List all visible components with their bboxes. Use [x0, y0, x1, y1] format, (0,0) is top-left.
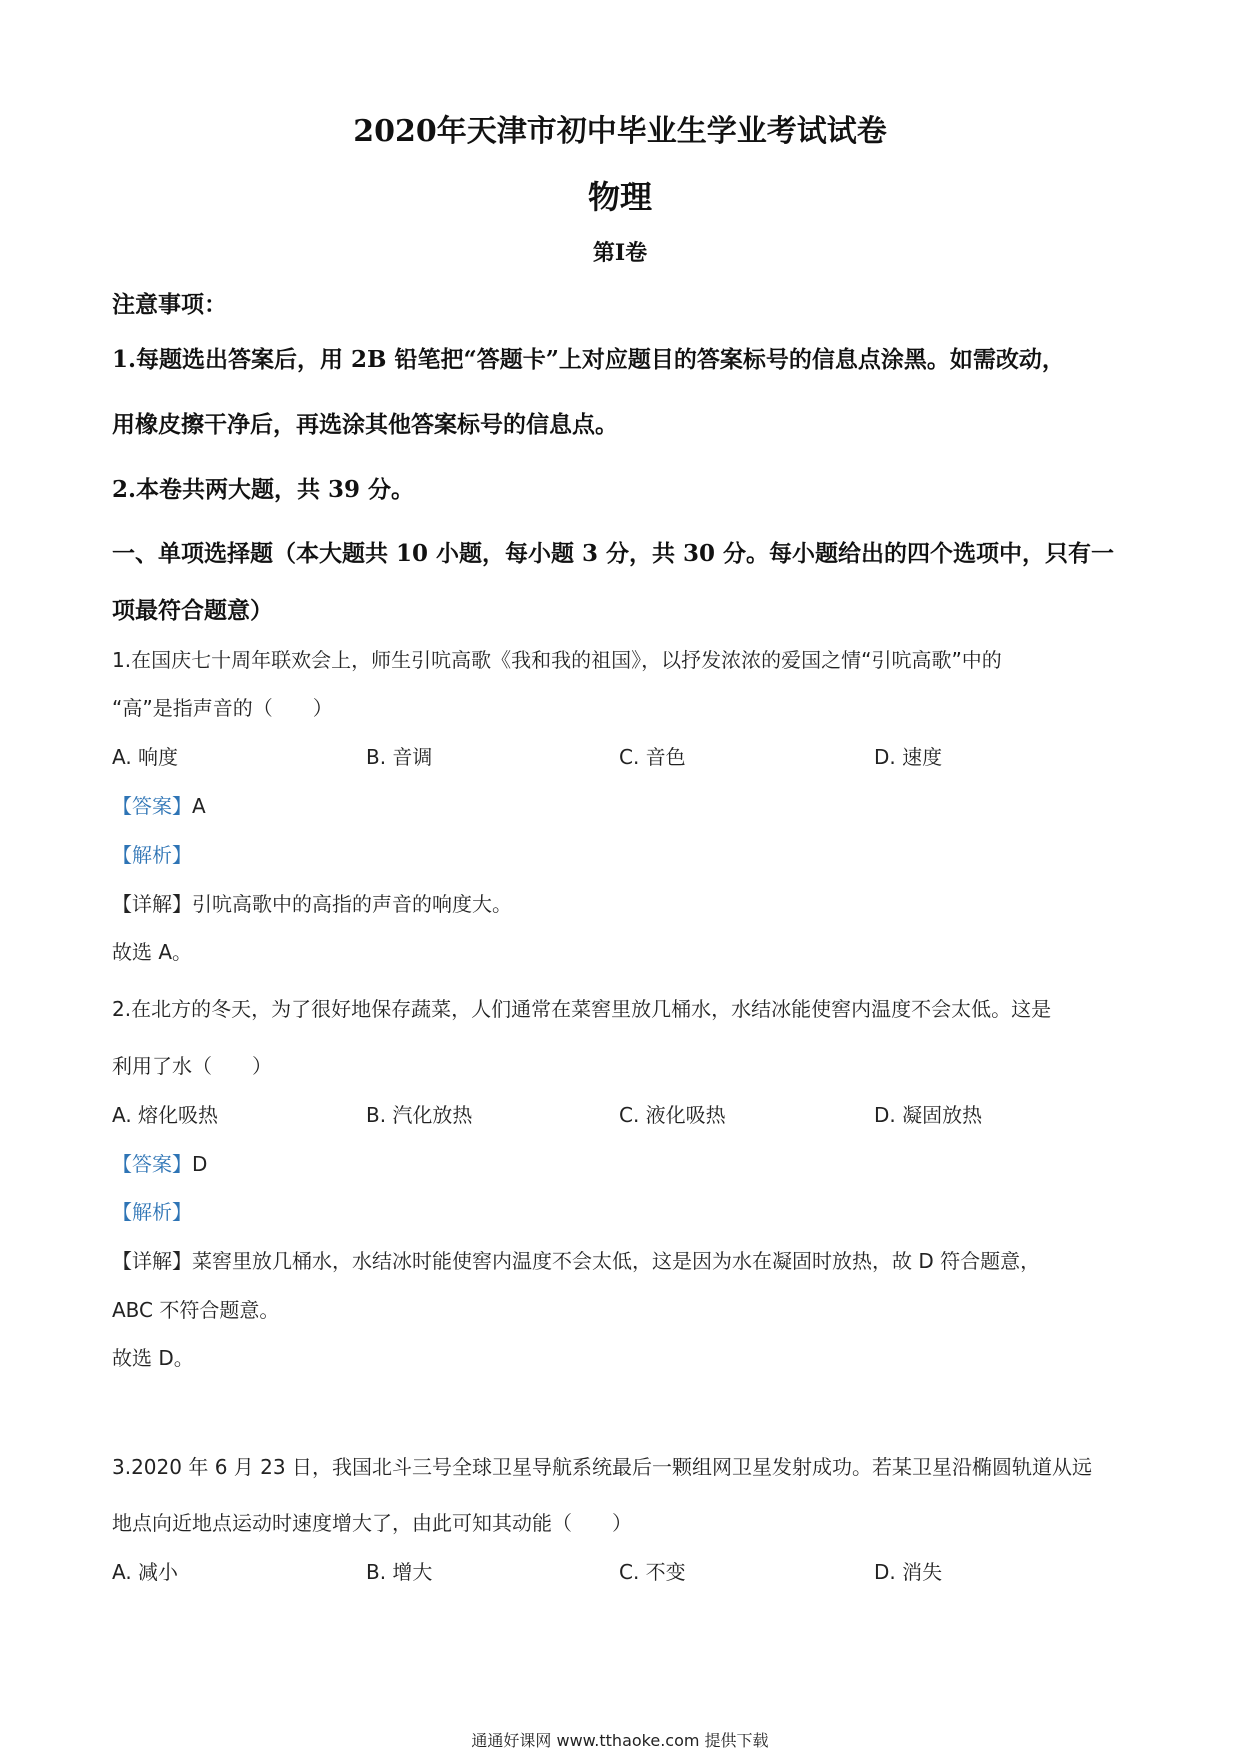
question-2-option-a: A. 熔化吸热 [112, 1103, 219, 1127]
question-1-answer [112, 790, 206, 819]
question-3-stem-line-1: 3.2020 年 6 月 23 日，我国北斗三号全球卫星导航系统最后一颗组网卫星发射成功。若某卫星沿椭圆轨道从远 [112, 1455, 1092, 1479]
question-1-option-d: D. 速度 [874, 745, 943, 769]
question-1-stem-line-1: 1.在国庆七十周年联欢会上，师生引吭高歌《我和我的祖国》，以抒发浓浓的爱国之情“引吭高歌”中的 [112, 648, 1002, 672]
question-3-stem-line-2: 地点向近地点运动时速度增大了，由此可知其动能（ ） [112, 1511, 632, 1535]
question-2-detail-line-2: ABC 不符合题意。 [112, 1298, 280, 1322]
question-1-analysis-tag: 【解析】 [112, 843, 192, 867]
question-1-option-a: A. 响度 [112, 745, 179, 769]
notes-item-1-line-1: 1.每题选出答案后，用 2B 铅笔把“答题卡”上对应题目的答案标号的信息点涂黑。如需改动， [112, 346, 1065, 373]
question-2-stem-line-1: 2.在北方的冬天，为了很好地保存蔬菜，人们通常在菜窖里放几桶水，水结冰能使窖内温度不会太低。这是 [112, 997, 1052, 1021]
subject-title: 物理 [587, 178, 652, 216]
question-2-option-c: C. 液化吸热 [619, 1103, 726, 1127]
answer-tag: 【答案】 [112, 794, 192, 818]
question-3-option-d: D. 消失 [874, 1560, 943, 1584]
question-3-option-b: B. 增大 [366, 1560, 433, 1584]
section-heading-line-1: 一、单项选择题（本大题共 10 小题，每小题 3 分，共 30 分。每小题给出的四个选项中，只有一 [112, 540, 1115, 567]
section-heading-line-2: 项最符合题意） [112, 597, 273, 624]
exam-title: 2020年天津市初中毕业生学业考试试卷 [353, 114, 887, 149]
question-1-detail: 【详解】引吭高歌中的高指的声音的响度大。 [112, 892, 512, 916]
notes-item-1-line-2: 用橡皮擦干净后，再选涂其他答案标号的信息点。 [112, 411, 618, 438]
question-1-option-b: B. 音调 [366, 745, 433, 769]
answer-value: A [192, 794, 206, 818]
question-1-option-c: C. 音色 [619, 745, 686, 769]
question-2-conclusion: 故选 D。 [112, 1346, 194, 1370]
footer-credit: 通通好课网 www.tthaoke.com 提供下载 [471, 1731, 769, 1750]
answer-tag: 【答案】 [112, 1152, 192, 1176]
question-3-option-a: A. 减小 [112, 1560, 179, 1584]
volume-label: 第I卷 [592, 240, 648, 266]
question-1-conclusion: 故选 A。 [112, 940, 193, 964]
notes-item-2: 2.本卷共两大题，共 39 分。 [112, 476, 415, 503]
question-2-analysis-tag: 【解析】 [112, 1200, 192, 1224]
question-2-option-d: D. 凝固放热 [874, 1103, 983, 1127]
question-3-option-c: C. 不变 [619, 1560, 686, 1584]
question-2-detail-line-1: 【详解】菜窖里放几桶水，水结冰时能使窖内温度不会太低，这是因为水在凝固时放热，故 D 符合题意， [112, 1249, 1041, 1273]
notes-heading: 注意事项： [112, 291, 227, 318]
question-1-stem-line-2: “高”是指声音的（ ） [112, 696, 333, 720]
answer-value: D [192, 1152, 208, 1176]
question-2-answer [112, 1148, 207, 1177]
question-2-stem-line-2: 利用了水（ ） [112, 1054, 272, 1078]
question-2-option-b: B. 汽化放热 [366, 1103, 473, 1127]
